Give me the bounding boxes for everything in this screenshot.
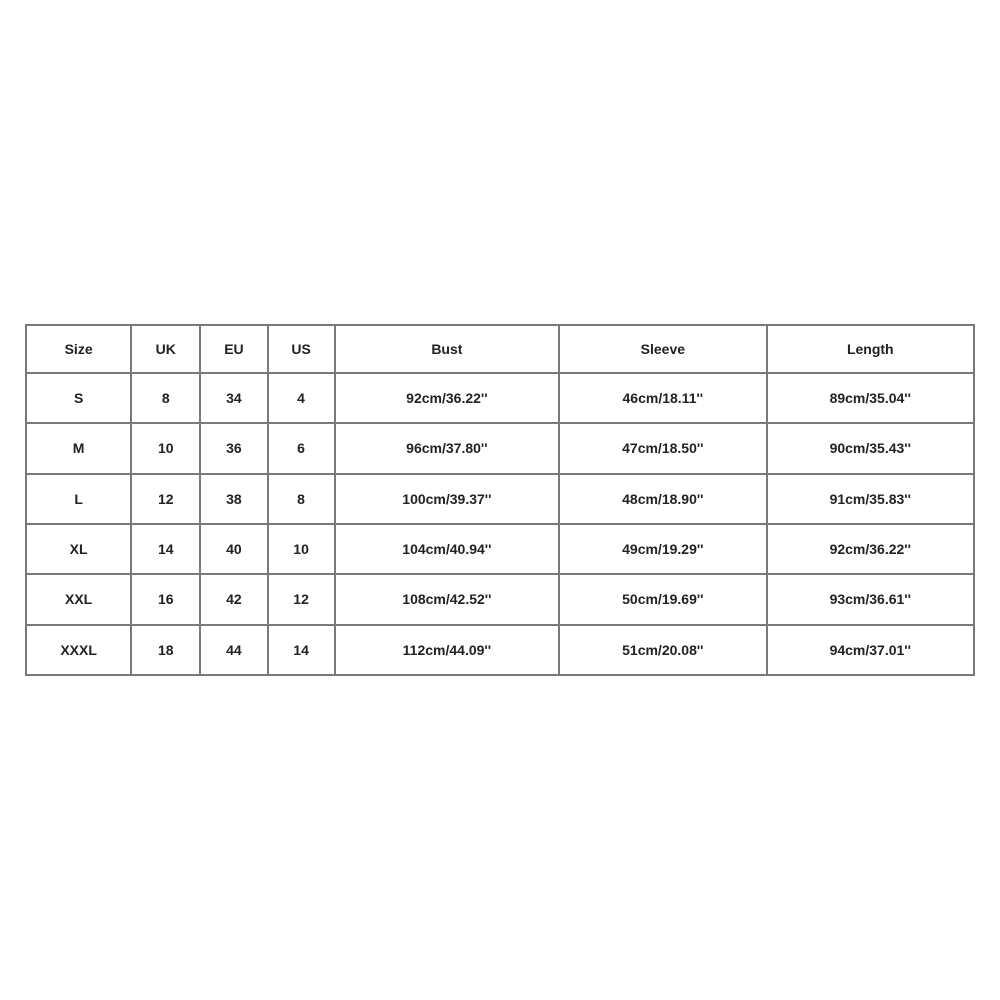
table-row — [26, 423, 974, 473]
cell-length: 89cm/35.04'' — [767, 373, 974, 423]
cell-sleeve: 46cm/18.11'' — [559, 373, 766, 423]
header-length: Length — [767, 325, 974, 373]
cell-sleeve: 50cm/19.69'' — [559, 574, 766, 624]
cell-eu: 40 — [200, 524, 267, 574]
cell-us: 6 — [268, 423, 335, 473]
cell-length: 92cm/36.22'' — [767, 524, 974, 574]
cell-eu: 34 — [200, 373, 267, 423]
table-row — [26, 474, 974, 524]
cell-bust: 108cm/42.52'' — [335, 574, 559, 624]
cell-us: 8 — [268, 474, 335, 524]
table-row — [26, 524, 974, 574]
header-bust: Bust — [335, 325, 559, 373]
cell-uk: 12 — [131, 474, 200, 524]
header-us: US — [268, 325, 335, 373]
cell-length: 93cm/36.61'' — [767, 574, 974, 624]
cell-size: XL — [26, 524, 131, 574]
cell-bust: 100cm/39.37'' — [335, 474, 559, 524]
cell-size: L — [26, 474, 131, 524]
header-eu: EU — [200, 325, 267, 373]
cell-eu: 44 — [200, 625, 267, 675]
table-row — [26, 625, 974, 675]
cell-length: 90cm/35.43'' — [767, 423, 974, 473]
cell-us: 4 — [268, 373, 335, 423]
cell-eu: 42 — [200, 574, 267, 624]
cell-size: M — [26, 423, 131, 473]
cell-eu: 38 — [200, 474, 267, 524]
header-uk: UK — [131, 325, 200, 373]
cell-size: XXL — [26, 574, 131, 624]
cell-length: 94cm/37.01'' — [767, 625, 974, 675]
header-sleeve: Sleeve — [559, 325, 766, 373]
cell-uk: 8 — [131, 373, 200, 423]
cell-sleeve: 48cm/18.90'' — [559, 474, 766, 524]
cell-sleeve: 51cm/20.08'' — [559, 625, 766, 675]
cell-eu: 36 — [200, 423, 267, 473]
cell-bust: 92cm/36.22'' — [335, 373, 559, 423]
cell-size: S — [26, 373, 131, 423]
cell-length: 91cm/35.83'' — [767, 474, 974, 524]
cell-us: 10 — [268, 524, 335, 574]
table-row — [26, 574, 974, 624]
cell-uk: 18 — [131, 625, 200, 675]
table-row — [26, 373, 974, 423]
cell-bust: 96cm/37.80'' — [335, 423, 559, 473]
table-header-row — [26, 325, 974, 373]
cell-sleeve: 49cm/19.29'' — [559, 524, 766, 574]
cell-size: XXXL — [26, 625, 131, 675]
cell-bust: 104cm/40.94'' — [335, 524, 559, 574]
cell-bust: 112cm/44.09'' — [335, 625, 559, 675]
cell-uk: 10 — [131, 423, 200, 473]
header-size: Size — [26, 325, 131, 373]
cell-us: 14 — [268, 625, 335, 675]
cell-uk: 14 — [131, 524, 200, 574]
cell-uk: 16 — [131, 574, 200, 624]
cell-sleeve: 47cm/18.50'' — [559, 423, 766, 473]
size-chart-table — [25, 324, 975, 676]
cell-us: 12 — [268, 574, 335, 624]
